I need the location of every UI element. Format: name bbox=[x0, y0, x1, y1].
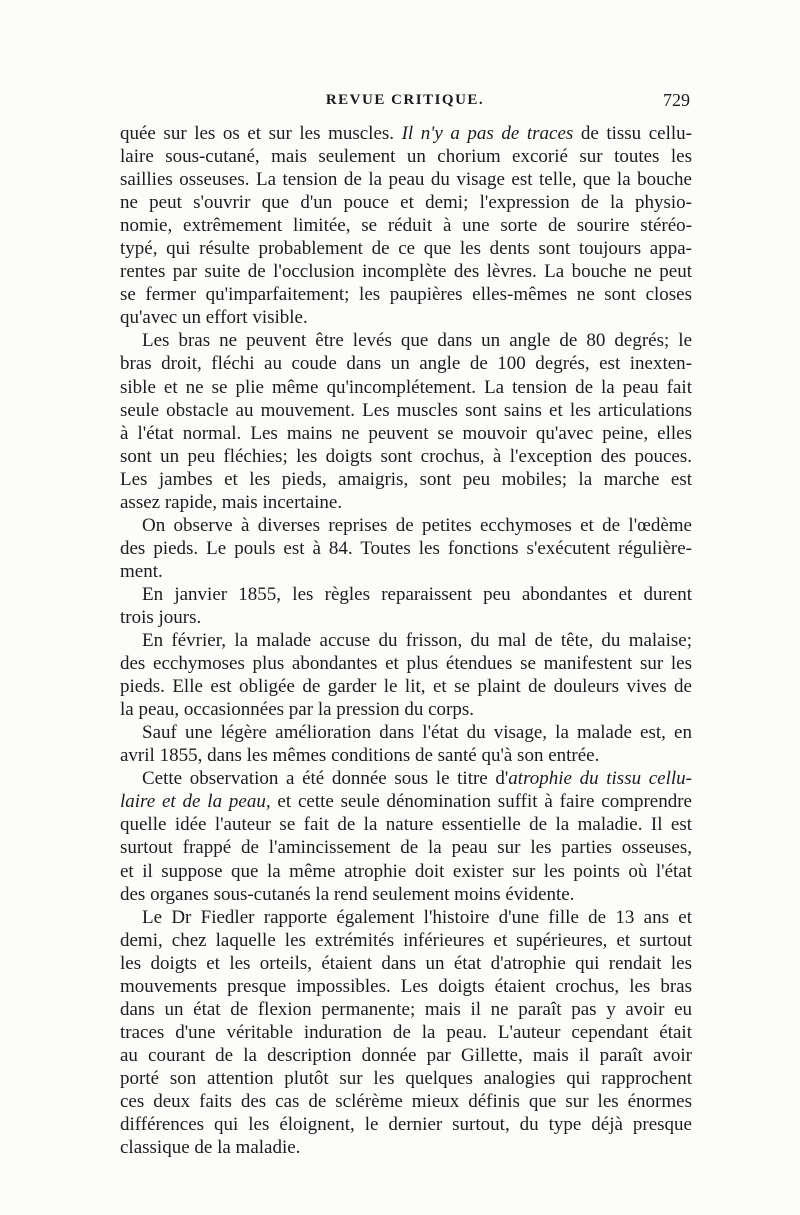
text-line: En janvier 1855, les règles reparaissent peu abondantes et durent bbox=[142, 583, 692, 605]
text-line: qu'avec un effort visible. bbox=[120, 307, 308, 329]
text-line: saillies osseuses. La tension de la peau du visage est telle, que la bouche bbox=[120, 169, 692, 191]
text-line: nomie, extrêmement limitée, se réduit à une sorte de sourire stéréo- bbox=[120, 215, 692, 237]
text-line: sont un peu fléchies; les doigts sont crochus, à l'exception des pouces. bbox=[120, 445, 692, 467]
text-line: ne peut s'ouvrir que d'un pouce et demi; l'expression de la physio- bbox=[120, 192, 692, 214]
text-line: la peau, occasionnées par la pression du corps. bbox=[120, 699, 475, 721]
text-line: à l'état normal. Les mains ne peuvent se mouvoir qu'avec peine, elles bbox=[120, 422, 692, 444]
text-line: laire et de la peau, et cette seule dénomination suffit à faire comprendre bbox=[120, 791, 692, 813]
text-line: mouvements presque impossibles. Les doigts étaient crochus, les bras bbox=[120, 975, 692, 997]
text-line: au courant de la description donnée par Gillette, mais il paraît avoir bbox=[120, 1044, 692, 1066]
text-line: traces d'une véritable induration de la peau. L'auteur cependant était bbox=[120, 1021, 692, 1043]
text-line: des pieds. Le pouls est à 84. Toutes les fonctions s'exécutent régulière- bbox=[120, 537, 692, 559]
text-line: Le Dr Fiedler rapporte également l'histoire d'une fille de 13 ans et bbox=[142, 906, 692, 928]
text-line: En février, la malade accuse du frisson, du mal de tête, du malaise; bbox=[142, 630, 692, 652]
text-line: porté son attention plutôt sur les quelques analogies qui rapprochent bbox=[120, 1067, 692, 1089]
text-line: On observe à diverses reprises de petites ecchymoses et de l'œdème bbox=[142, 514, 692, 536]
italic-phrase: atrophie du tissu cellu- bbox=[508, 768, 692, 790]
text-line: classique de la maladie. bbox=[120, 1137, 301, 1159]
text-line: des organes sous-cutanés la rend seulement moins évidente. bbox=[120, 883, 575, 905]
page-header bbox=[120, 92, 690, 116]
text-line: assez rapide, mais incertaine. bbox=[120, 491, 343, 513]
text-line: ces deux faits des cas de sclérème mieux définis que sur les énormes bbox=[120, 1090, 692, 1112]
text-line: dans un état de flexion permanente; mais il ne paraît pas y avoir eu bbox=[120, 998, 692, 1020]
text-line: laire sous-cutané, mais seulement un chorium excorié sur toutes les bbox=[120, 146, 692, 168]
page-number: 729 bbox=[663, 90, 690, 110]
text-line: Les bras ne peuvent être levés que dans un angle de 80 degrés; le bbox=[142, 330, 692, 352]
text-line: quelle idée l'auteur se fait de la nature essentielle de la maladie. Il est bbox=[120, 814, 692, 836]
running-title: REVUE CRITIQUE. bbox=[325, 92, 485, 108]
text-line: et il suppose que la même atrophie doit exister sur les points où l'état bbox=[120, 860, 692, 882]
text-line: trois jours. bbox=[120, 606, 202, 628]
text-line: demi, chez laquelle les extrémités inférieures et supérieures, et surtout bbox=[120, 929, 692, 951]
text-line: seule obstacle au mouvement. Les muscles sont sains et les articulations bbox=[120, 399, 692, 421]
body-text bbox=[120, 122, 692, 1159]
italic-phrase: Il n'y a pas de traces bbox=[401, 123, 574, 144]
text-line: quée sur les os et sur les muscles. Il n'y a pas de traces de tissu cellu- bbox=[120, 123, 692, 144]
text-line: surtout frappé de l'amincissement de la peau sur les parties osseuses, bbox=[120, 837, 692, 859]
text-line: sible et ne se plie même qu'incomplétement. La tension de la peau fait bbox=[120, 376, 692, 398]
text-line: avril 1855, dans les mêmes conditions de santé qu'à son entrée. bbox=[120, 745, 600, 767]
text-line: Cette observation a été donnée sous le titre d'atrophie du tissu cellu- bbox=[142, 768, 692, 790]
text-line: les doigts et les orteils, étaient dans un état d'atrophie qui rendait les bbox=[120, 952, 692, 974]
text-line: Les jambes et les pieds, amaigris, sont peu mobiles; la marche est bbox=[120, 468, 692, 490]
text-line: bras droit, fléchi au coude dans un angle de 100 degrés, est inexten- bbox=[120, 353, 692, 375]
text-line: ment. bbox=[120, 560, 163, 582]
text-line: typé, qui résulte probablement de ce que les dents sont toujours appa- bbox=[120, 238, 692, 260]
italic-phrase: laire et de la peau, bbox=[120, 791, 271, 813]
text-line: différences qui les éloignent, le dernier surtout, du type déjà presque bbox=[120, 1114, 692, 1136]
text-line: pieds. Elle est obligée de garder le lit, et se plaint de douleurs vives de bbox=[120, 676, 692, 698]
text-line: des ecchymoses plus abondantes et plus étendues se manifestent sur les bbox=[120, 653, 692, 675]
text-line: se fermer qu'imparfaitement; les paupières elles-mêmes ne sont closes bbox=[120, 284, 692, 306]
text-line: rentes par suite de l'occlusion incomplète des lèvres. La bouche ne peut bbox=[120, 261, 692, 283]
text-line: Sauf une légère amélioration dans l'état du visage, la malade est, en bbox=[142, 722, 692, 744]
